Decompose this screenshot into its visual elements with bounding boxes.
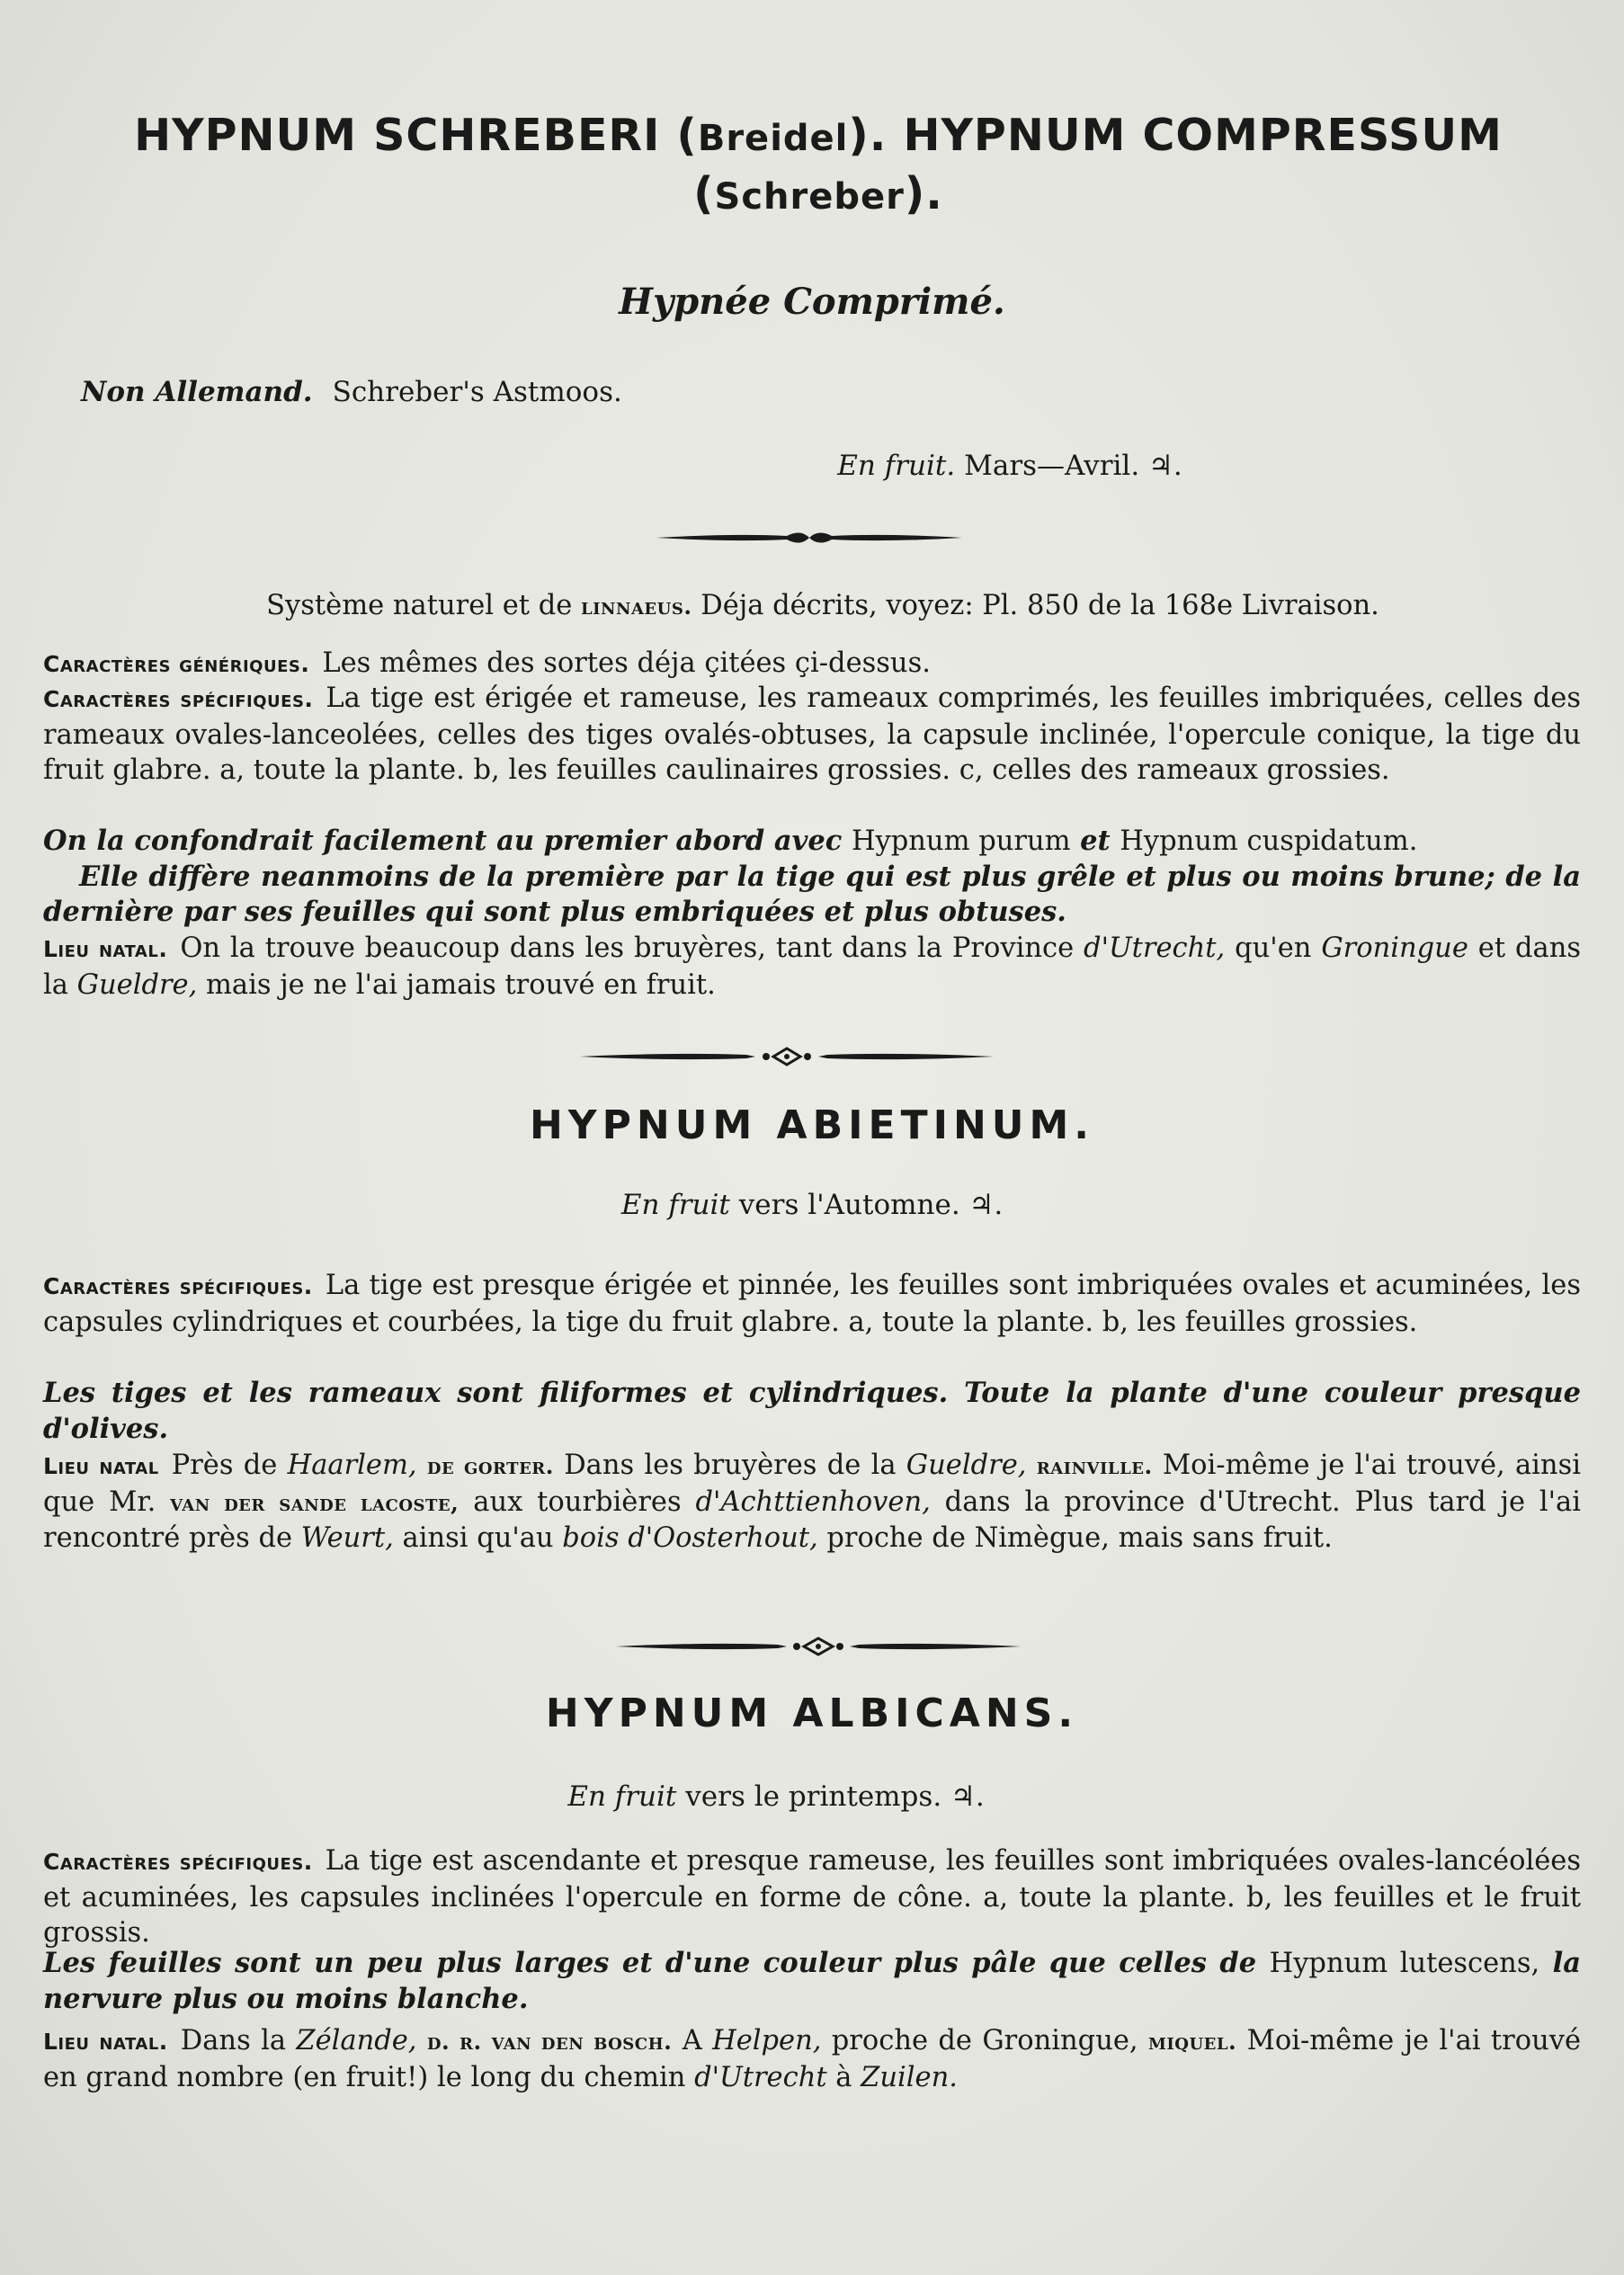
author-schreber: Schreber [714,176,905,218]
albicans-title: HYPNUM ALBICANS. [545,1691,1079,1736]
german-name: Non Allemand. Schreber's Astmoos. [81,376,622,408]
abietinum-lieu-natal: Lieu natal Près de Haarlem, de gorter. Dans les bruyères de la Gueldre, rainville. Moi-même je l'ai trouvé, ainsi que Mr. van der sande lacoste, aux tourbières d'Achttienhoven, dans la province d'Utrecht. Plus tard je l'ai rencontré près de Weurt, ainsi qu'au bois d'Oosterhout, proche de Nimègue, mais sans fruit. [43,1450,1581,1554]
systeme-naturel: Système naturel et de linnaeus. Déja décrits, voyez: Pl. 850 de la 168e Livraison. [266,590,1379,621]
albicans-caracteres: Caractères spécifiques. La tige est ascendante et presque rameuse, les feuilles sont imbriquées ovales-lancéolées et acuminées, les capsules inclinées l'opercule en forme de cône. a, toute la plante. b, les feuilles et le fruit grossis. [43,1845,1581,1949]
abietinum-note: Les tiges et les rameaux sont filiformes et cylindriques. Toute la plante d'une couleur presque d'olives. [43,1377,1581,1445]
abietinum-title: HYPNUM ABIETINUM. [529,1102,1095,1148]
caracteres-specifiques-1: Caractères spécifiques. La tige est érigée et rameuse, les rameaux comprimés, les feuilles imbriquées, celles des rameaux ovales-lanceolées, celles des tiges ovalés-obtuses, la capsule inclinée, l'opercule conique, la tige du fruit glabre. a, toute la plante. b, les feuilles caulinaires grossies. c, celles des rameaux grossies. [43,682,1581,786]
french-name: Hypnée Comprimé. [619,281,1005,323]
confusion-note: On la confondrait facilement au premier abord avec Hypnum purum et Hypnum cuspidatum. Elle diffère neanmoins de la première par la tige qui est plus grêle et plus ou moins brune; de la dernière par ses feuilles qui sont plus embriquées et plus obtuses. [43,825,1581,928]
author-breidel: Breidel [697,118,849,159]
ornament-divider-1 [652,525,967,550]
fruit-period-1: En fruit. Mars—Avril. ♃. [837,450,1182,482]
lieu-natal-1: Lieu natal. On la trouve beaucoup dans les bruyères, tant dans la Province d'Utrecht, qu'en Groningue et dans la Gueldre, mais je ne l'ai jamais trouvé en fruit. [43,932,1582,1001]
ornament-divider-3 [611,1633,1025,1660]
albicans-lieu-natal: Lieu natal. Dans la Zélande, d. r. van den bosch. A Helpen, proche de Groningue, miquel. Moi-même je l'ai trouvé en grand nombre (en fruit!) le long du chemin d'Utrecht à Zuilen. [43,2025,1581,2093]
caracteres-generiques: Caractères génériques. Les mêmes des sortes déja çitées çi-dessus. [43,647,931,679]
abietinum-fruit: En fruit vers l'Automne. ♃. [620,1189,1004,1221]
albicans-fruit: En fruit vers le printemps. ♃. [567,1780,985,1813]
main-title: HYPNUM SCHREBERI (Breidel). HYPNUM COMPRESSUM (Schreber). [134,110,1503,219]
albicans-note: Les feuilles sont un peu plus larges et d'une couleur plus pâle que celles de Hypnum lutescens, la nervure plus ou moins blanche. [43,1947,1582,2015]
ornament-divider-2 [576,1043,998,1070]
abietinum-caracteres: Caractères spécifiques. La tige est presque érigée et pinnée, les feuilles sont imbriquées ovales et acuminées, les capsules cylindriques et courbées, la tige du fruit glabre. a, toute la plante. b, les feuilles grossies. [43,1270,1581,1338]
